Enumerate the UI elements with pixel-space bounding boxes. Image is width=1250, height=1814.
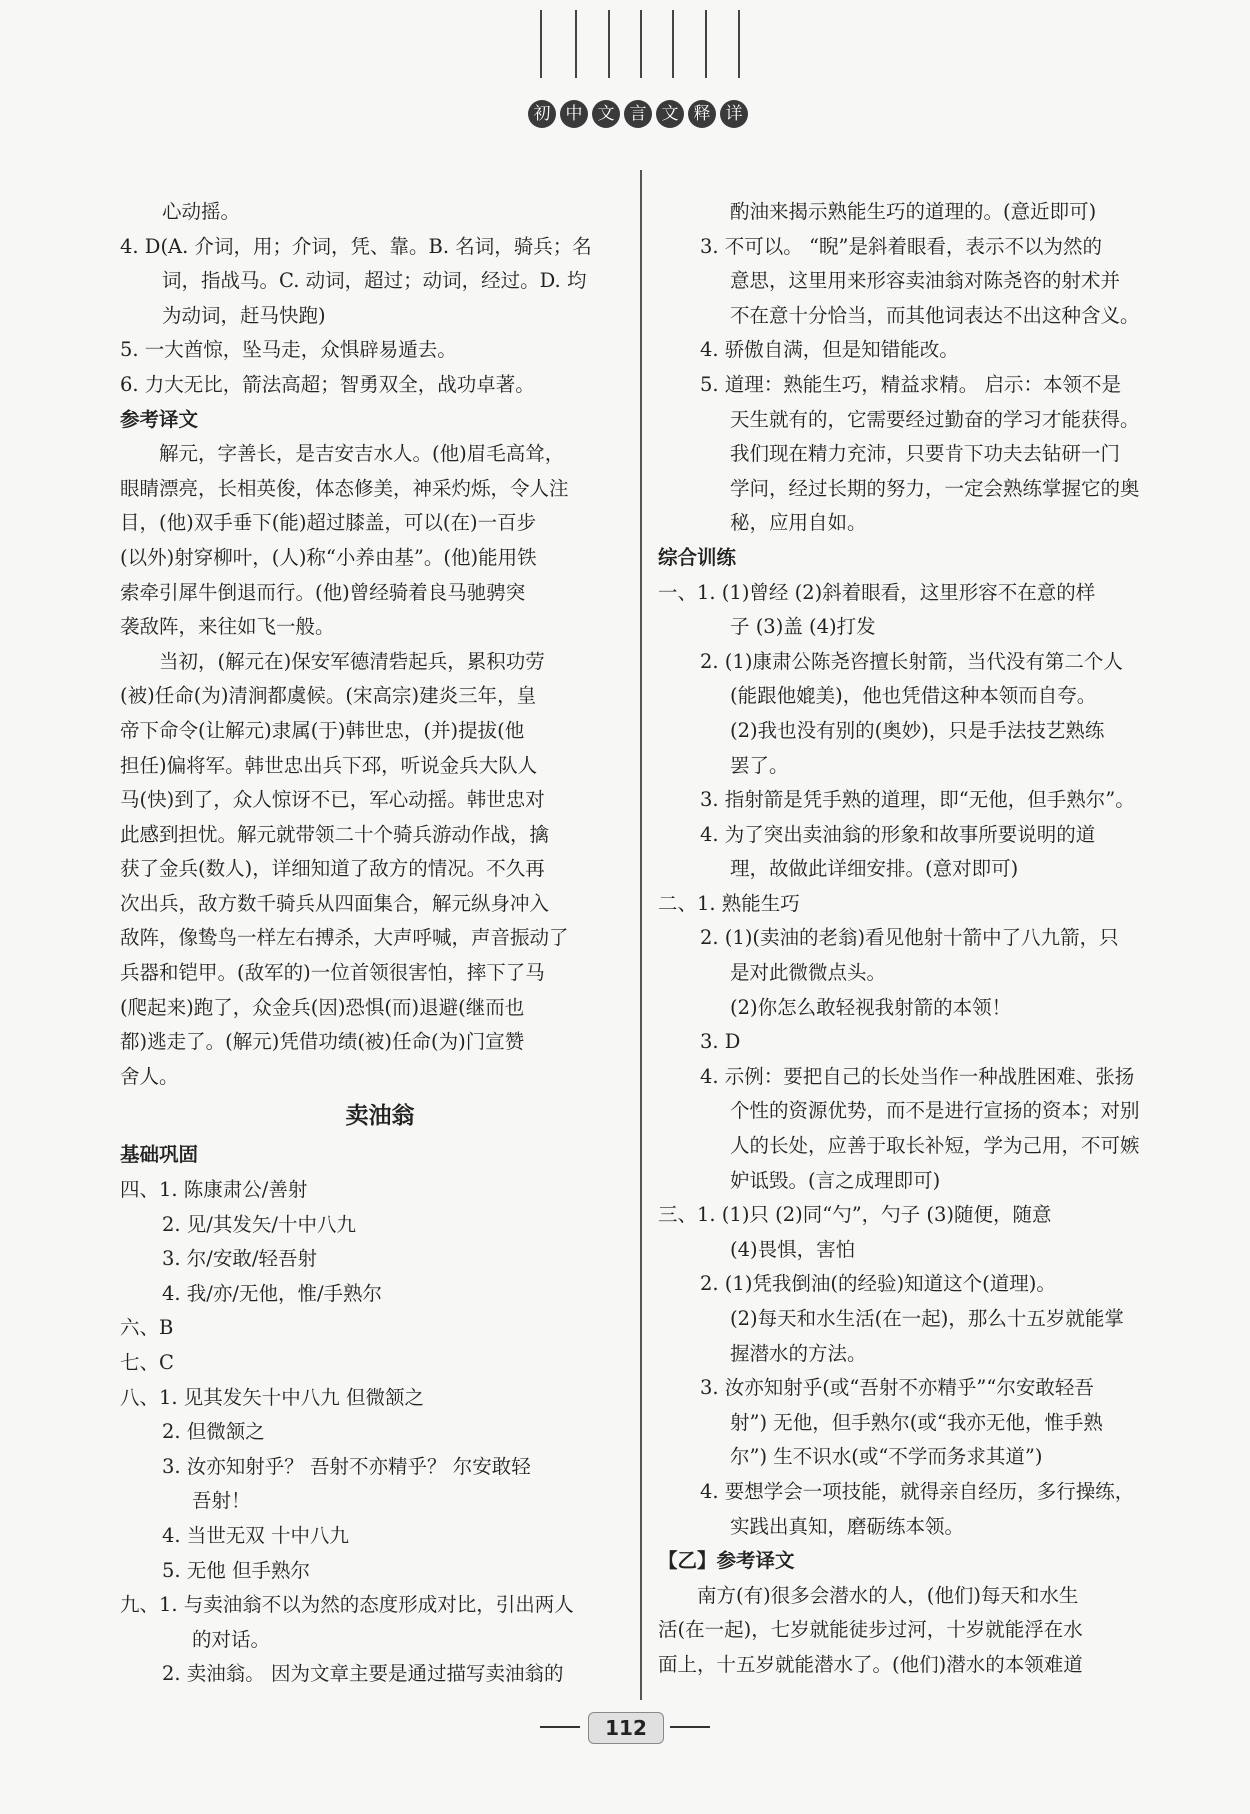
text-line: 担任)偏将军。韩世忠出兵下邳，听说金兵大队人 [120, 753, 538, 777]
text-line: 秘，应用自如。 [730, 511, 867, 535]
text-line: 2. (1)(卖油的老翁)看见他射十箭中了八九箭，只 [700, 926, 1119, 950]
text-line: 不在意十分恰当，而其他词表达不出这种含义。 [730, 303, 1140, 327]
column-divider [640, 170, 642, 1700]
header-decoration-line [575, 10, 577, 78]
text-line: 3. 指射箭是凭手熟的道理，即“无他，但手熟尔”。 [700, 788, 1135, 812]
series-title-char: 详 [720, 100, 748, 128]
text-line: 妒诋毁。(言之成理即可) [730, 1168, 941, 1192]
text-line: 面上，十五岁就能潜水了。(他们)潜水的本领难道 [658, 1652, 1083, 1676]
text-line: 获了金兵(数人)，详细知道了敌方的情况。不久再 [120, 857, 545, 881]
text-line: 索牵引犀牛倒退而行。(他)曾经骑着良马驰骋突 [120, 580, 526, 604]
right-column [658, 195, 1178, 1683]
text-line: 理，故做此详细安排。(意对即可) [730, 857, 1019, 881]
text-line: 酌油来揭示熟能生巧的道理的。(意近即可) [730, 200, 1097, 223]
text-line: 3. 尔/安敢/轻吾射 [162, 1247, 317, 1271]
section-heading: 基础巩固 [120, 1143, 199, 1167]
text-line: 实践出真知，磨砺练本领。 [730, 1514, 965, 1538]
text-line: 次出兵，敌方数千骑兵从四面集合，解元纵身冲入 [120, 891, 550, 915]
text-line: (4)畏惧，害怕 [730, 1237, 856, 1261]
text-line: 4. 要想学会一项技能，就得亲自经历，多行操练， [700, 1479, 1135, 1503]
text-line: (被)任命(为)清涧都虞候。(宋高宗)建炎三年，皇 [120, 684, 537, 708]
text-line: (爬起来)跑了，众金兵(因)恐惧(而)退避(继而也 [120, 995, 525, 1019]
text-line: (以外)射穿柳叶，(人)称“小养由基”。(他)能用铁 [120, 545, 537, 569]
text-line: 敌阵，像鸷鸟一样左右搏杀，大声呼喊，声音振动了 [120, 926, 569, 950]
series-title-char: 中 [560, 100, 588, 128]
text-line: (2)你怎么敢轻视我射箭的本领！ [730, 995, 1012, 1019]
series-title-char: 文 [592, 100, 620, 128]
section-heading: 【乙】参考译文 [658, 1549, 795, 1573]
text-line: 2. 卖油翁。 因为文章主要是通过描写卖油翁的 [162, 1662, 564, 1686]
series-title-char: 文 [656, 100, 684, 128]
paragraph-start: 解元，字善长，是吉安吉水人。(他)眉毛高耸， [159, 442, 565, 466]
text-line: 一、1. (1)曾经 (2)斜着眼看，这里形容不在意的样 [658, 580, 1096, 604]
article-title: 卖油翁 [345, 1103, 415, 1130]
text-line: 词，指战马。C. 动词，超过；动词，经过。D. 均 [162, 269, 587, 293]
text-line: 人的长处，应善于取长补短，学为己用，不可嫉 [730, 1134, 1140, 1158]
text-line: 七、C [120, 1351, 174, 1374]
text-line: 为动词，赶马快跑) [162, 303, 326, 327]
text-line: 天生就有的，它需要经过勤奋的学习才能获得。 [730, 407, 1140, 431]
text-line: 是对此微微点头。 [730, 961, 887, 985]
text-line: 4. 为了突出卖油翁的形象和故事所要说明的道 [700, 822, 1096, 846]
text-line: 二、1. 熟能生巧 [658, 891, 800, 915]
text-line: 4. 我/亦/无他，惟/手熟尔 [162, 1281, 383, 1305]
text-line: (2)我也没有别的(奥妙)，只是手法技艺熟练 [730, 718, 1105, 742]
footer-rule-left [540, 1726, 580, 1728]
text-line: 4. D(A. 介词，用；介词，凭、靠。B. 名词，骑兵；名 [120, 234, 592, 258]
header-decoration-line [640, 10, 642, 78]
left-column [120, 195, 640, 1692]
header-decoration-line [672, 10, 674, 78]
text-line: 眼睛漂亮，长相英俊，体态修美，神采灼烁，令人注 [120, 476, 569, 500]
text-line: 3. 汝亦知射乎(或“吾射不亦精乎”“尔安敢轻吾 [700, 1376, 1094, 1400]
section-heading: 综合训练 [658, 545, 737, 569]
text-line: 4. 骄傲自满，但是知错能改。 [700, 338, 959, 362]
series-title-char: 言 [624, 100, 652, 128]
text-line: (2)每天和水生活(在一起)，那么十五岁就能掌 [730, 1307, 1124, 1330]
text-line: 九、1. 与卖油翁不以为然的态度形成对比，引出两人 [120, 1593, 574, 1617]
series-title [528, 100, 748, 128]
page-footer [540, 1712, 710, 1742]
text-line: 都)逃走了。(解元)凭借功绩(被)任命(为)门宣赞 [120, 1030, 525, 1054]
paragraph-start: 南方(有)很多会潜水的人，(他们)每天和水生 [697, 1583, 1079, 1607]
header-decoration-line [608, 10, 610, 78]
text-line: 5. 道理：熟能生巧，精益求精。 启示：本领不是 [700, 372, 1122, 396]
text-line: 射”) 无他，但手熟尔(或“我亦无他，惟手熟 [730, 1410, 1103, 1434]
paragraph-start: 当初，(解元在)保安军德清砦起兵，累积功劳 [159, 649, 545, 673]
text-line: 意思，这里用来形容卖油翁对陈尧咨的射术并 [730, 269, 1121, 293]
text-line: 2. (1)康肃公陈尧咨擅长射箭，当代没有第二个人 [700, 649, 1123, 673]
text-line: 3. D [700, 1030, 741, 1054]
text-line: 罢了。 [730, 753, 789, 777]
text-line: (能跟他媲美)，他也凭借这种本领而自夸。 [730, 684, 1097, 708]
text-line: 吾射！ [192, 1489, 251, 1513]
text-line: 四、1. 陈康肃公/善射 [120, 1178, 308, 1202]
text-line: 握潜水的方法。 [730, 1341, 867, 1365]
header-decoration-line [738, 10, 740, 78]
text-line: 个性的资源优势，而不是进行宣扬的资本；对别 [730, 1099, 1140, 1123]
text-line: 4. 示例：要把自己的长处当作一种战胜困难、张扬 [700, 1064, 1135, 1088]
header-decoration-line [540, 10, 542, 78]
text-line: 袭敌阵，来往如飞一般。 [120, 615, 335, 639]
text-line: 子 (3)盖 (4)打发 [730, 615, 876, 639]
text-line: 5. 无他 但手熟尔 [162, 1558, 311, 1582]
text-line: 舍人。 [120, 1064, 179, 1088]
text-line: 我们现在精力充沛，只要肯下功夫去钻研一门 [730, 442, 1121, 466]
text-line: 活(在一起)，七岁就能徒步过河，十岁就能浮在水 [658, 1618, 1083, 1642]
text-line: 心动摇。 [162, 200, 241, 223]
text-line: 三、1. (1)只 (2)同“勺”，勺子 (3)随便，随意 [658, 1203, 1052, 1227]
header-decoration-line [705, 10, 707, 78]
section-heading: 参考译文 [120, 407, 199, 431]
text-line: 此感到担忧。解元就带领二十个骑兵游动作战，擒 [120, 822, 550, 846]
text-line: 6. 力大无比，箭法高超；智勇双全，战功卓著。 [120, 372, 535, 396]
footer-rule-right [670, 1726, 710, 1728]
text-line: 5. 一大酋惊，坠马走，众惧辟易遁去。 [120, 338, 457, 362]
series-title-char: 释 [688, 100, 716, 128]
text-line: 2. 但微颔之 [162, 1420, 265, 1444]
text-line: 3. 不可以。 “睨”是斜着眼看，表示不以为然的 [700, 234, 1102, 258]
text-line: 帝下命令(让解元)隶属(于)韩世忠，(并)提拔(他 [120, 718, 525, 742]
text-line: 学问，经过长期的努力，一定会熟练掌握它的奥 [730, 476, 1140, 500]
text-line: 八、1. 见其发矢十中八九 但微颔之 [120, 1385, 425, 1409]
text-line: 3. 汝亦知射乎？ 吾射不亦精乎？ 尔安敢轻 [162, 1454, 531, 1478]
text-line: 兵器和铠甲。(敌军的)一位首领很害怕，摔下了马 [120, 961, 545, 985]
text-line: 2. 见/其发矢/十中八九 [162, 1212, 356, 1236]
page-number: 112 [588, 1712, 664, 1744]
text-line: 尔”) 生不识水(或“不学而务求其道”) [730, 1445, 1043, 1469]
text-line: 目，(他)双手垂下(能)超过膝盖，可以(在)一百步 [120, 511, 537, 535]
series-title-char: 初 [528, 100, 556, 128]
text-line: 马(快)到了，众人惊讶不已，军心动摇。韩世忠对 [120, 788, 545, 812]
text-line: 的对话。 [192, 1627, 271, 1651]
text-line: 4. 当世无双 十中八九 [162, 1523, 350, 1547]
text-line: 2. (1)凭我倒油(的经验)知道这个(道理)。 [700, 1272, 1056, 1296]
text-line: 六、B [120, 1316, 174, 1340]
